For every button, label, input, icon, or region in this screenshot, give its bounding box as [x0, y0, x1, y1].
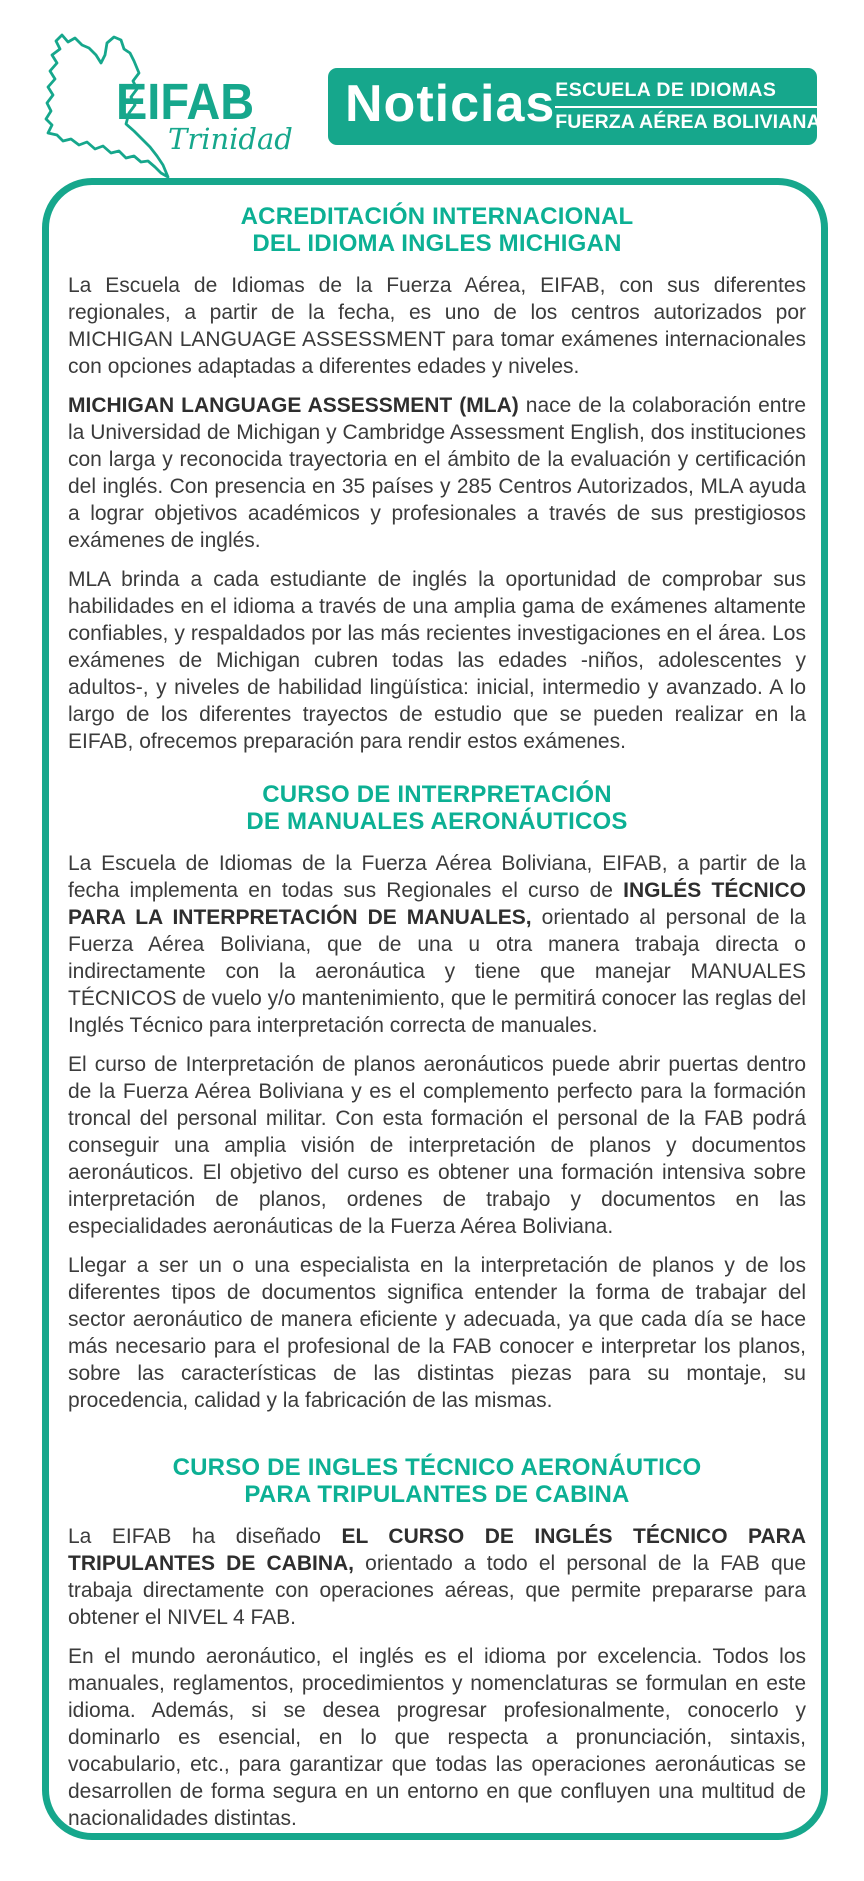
section-curso-ingles-tripulantes: [68, 1454, 806, 1832]
banner-title: Noticias: [345, 74, 556, 133]
section-heading: [68, 203, 806, 257]
heading-line: DEL IDIOMA INGLES MICHIGAN: [252, 230, 622, 257]
text-run: El curso de Interpretación de planos aeronáuticos puede abrir puertas dentro de la Fuerza Aérea Boliviana y es el complemento perfecto para la formación troncal del personal militar. Con esta formación el personal de la FAB podrá conseguir una amplia visión de interpretación de planos y documentos aeronáuticos. El objetivo del curso es obtener una formación intensiva sobre interpretación de planos, ordenes de trabajo y documentos en las especialidades aeronáuticas de la Fuerza Aérea Boliviana.: [68, 1053, 806, 1238]
text-run: Llegar a ser un o una especialista en la interpretación de planos y de los diferentes tipos de documentos significa entender la forma de trabajar del sector aeronáutico de manera eficiente y adecuada, ya que cada día se hace más necesario para el profesional de la FAB conocer e interpretar los planos, sobre las características de las distintas piezas para su montaje, su procedencia, calidad y la fabricación de las mismas.: [68, 1254, 806, 1412]
bold-run: INGLÉS TÉCNICO PARA LA INTERPRETACIÓN DE MANUALES,: [68, 879, 807, 929]
paragraph: [68, 1643, 806, 1832]
text-run: MLA brinda a cada estudiante de inglés la oportunidad de comprobar sus habilidades en el idioma a través de una amplia gama de exámenes altamente confiables, y respaldados por las más recientes investigaciones en el área. Los exámenes de Michigan cubren todas las edades -niños, adolescentes y adultos-, y niveles de habilidad lingüística: inicial, intermedio y avanzado. A lo largo de los diferentes trayectos de estudio que se pueden realizar en la EIFAB, ofrecemos preparación para rendir estos exámenes.: [68, 568, 806, 753]
noticias-banner: [328, 68, 821, 145]
paragraph: [68, 1252, 806, 1414]
text-run: orientado a todo el personal de la FAB que trabaja directamente con operaciones aéreas, que permite prepararse para obtener el NIVEL 4 FAB.: [68, 1552, 806, 1629]
text-run: orientado al personal de la Fuerza Aérea Boliviana, que de una u otra manera trabaja directa o indirectamente con la aeronáutica y tiene que manejar MANUALES TÉCNICOS de vuelo y/o mantenimiento, que le permitirá conocer las reglas del Inglés Técnico para interpretación correcta de manuales.: [68, 906, 806, 1037]
paragraph: [68, 392, 806, 554]
text-run: La Escuela de Idiomas de la Fuerza Aérea Boliviana, EIFAB, a partir de la fecha implementa en todas sus Regionales el curso de: [68, 852, 806, 902]
paragraph: [68, 1523, 806, 1631]
heading-line: PARA TRIPULANTES DE CABINA: [244, 1481, 630, 1508]
section-acreditacion-michigan: [68, 203, 806, 755]
text-run: La EIFAB ha diseñado: [68, 1525, 342, 1548]
eifab-logo-city: Trinidad: [168, 122, 293, 156]
section-curso-interpretacion-manuales: [68, 781, 806, 1414]
paragraph: [68, 566, 806, 755]
banner-subtitle-line1: ESCUELA DE IDIOMAS: [555, 79, 820, 108]
heading-line: CURSO DE INTERPRETACIÓN: [262, 781, 612, 808]
eifab-logo-text: EIFAB: [116, 73, 255, 130]
banner-subtitle-line2: FUERZA AÉREA BOLIVIANA: [555, 111, 821, 133]
newsletter-body: [42, 178, 828, 1840]
bold-run: EL CURSO DE INGLÉS TÉCNICO PARA TRIPULANTES DE CABINA,: [68, 1525, 806, 1575]
page-header: [0, 0, 864, 178]
paragraph: [68, 1051, 806, 1240]
banner-subtitle: [555, 79, 820, 134]
text-run: nace de la colaboración entre la Universidad de Michigan y Cambridge Assessment English, dos instituciones con larga y reconocida trayectoria en el ámbito de la evaluación y certificación del inglés. Con presencia en 35 países y 285 Centros Autorizados, MLA ayuda a lograr objetivos académicos y profesionales a través de sus prestigiosos exámenes de inglés.: [68, 394, 806, 552]
section-heading: [68, 781, 806, 835]
heading-line: DE MANUALES AERONÁUTICOS: [246, 808, 628, 835]
heading-line: ACREDITACIÓN INTERNACIONAL: [240, 203, 634, 230]
section-heading: [68, 1454, 806, 1508]
paragraph: [68, 272, 806, 380]
bold-run: MICHIGAN LANGUAGE ASSESSMENT (MLA): [68, 394, 519, 417]
text-run: La Escuela de Idiomas de la Fuerza Aérea, EIFAB, con sus diferentes regionales, a partir de la fecha, es uno de los centros autorizados por MICHIGAN LANGUAGE ASSESSMENT para tomar exámenes internacionales con opciones adaptadas a diferentes edades y niveles.: [68, 274, 806, 378]
paragraph: [68, 850, 806, 1039]
heading-line: CURSO DE INGLES TÉCNICO AERONÁUTICO: [172, 1454, 702, 1481]
text-run: En el mundo aeronáutico, el inglés es el idioma por excelencia. Todos los manuales, reglamentos, procedimientos y nomenclaturas se formulan en este idioma. Además, si se desea progresar profesionalmente, conocerlo y dominarlo es esencial, en lo que respecta a pronunciación, sintaxis, vocabulario, etc., para garantizar que todas las operaciones aeronáuticas se desarrollen de forma segura en un entorno en que confluyen una multitud de nacionalidades distintas.: [68, 1645, 806, 1830]
